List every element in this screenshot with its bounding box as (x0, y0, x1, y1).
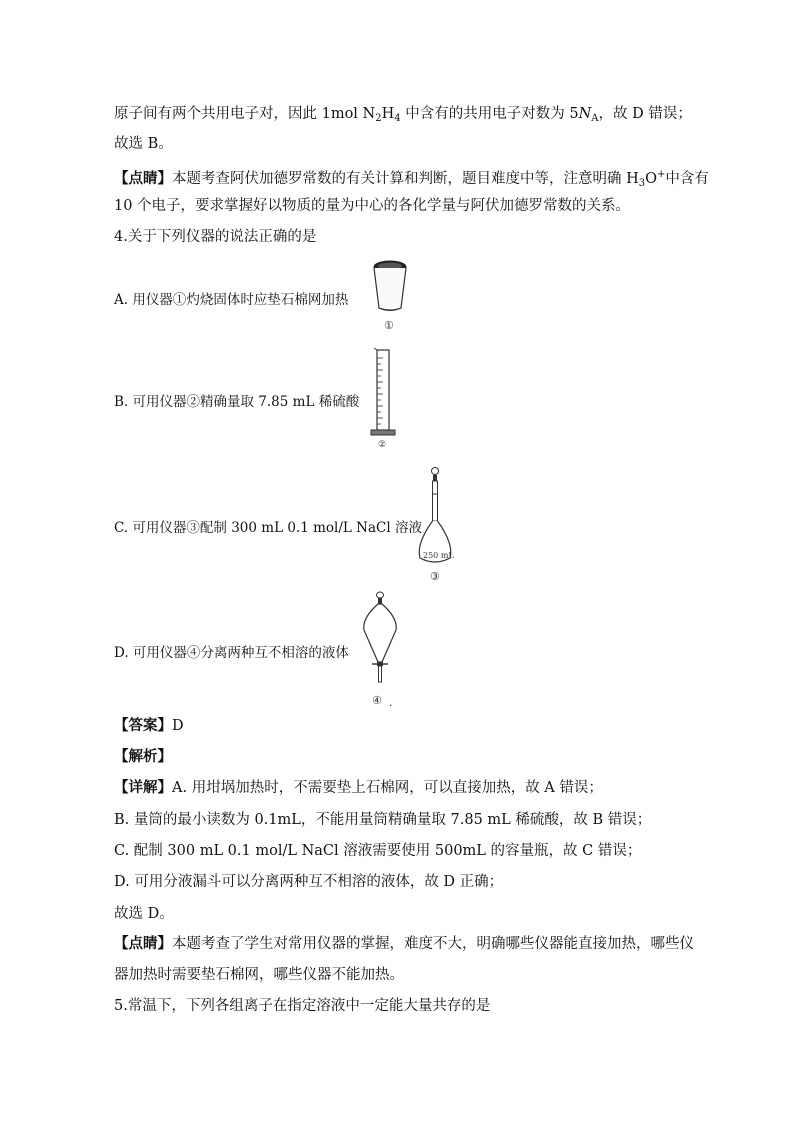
crucible-figure (368, 258, 412, 316)
detail-line-d: D. 可用分液漏斗可以分离两种互不相溶的液体，故 D 正确； (114, 874, 504, 890)
figure-label-2: ② (378, 440, 387, 450)
text-line-1: 原子间有两个共用电子对，因此 1mol $N_2H_4$ 中含有的共用电子对数为 $5N_A$，故 D 错误； (114, 106, 692, 124)
figure-label-1: ① (384, 319, 394, 332)
question-5-title: 5.常温下，下列各组离子在指定溶液中一定能大量共存的是 (114, 998, 491, 1014)
detail-line-conclusion: 故选 D。 (114, 906, 174, 922)
separatory-funnel-figure (360, 590, 400, 686)
note-line-2: 10 个电子，要求掌握好以物质的量为中心的各化学量与阿伏加德罗常数的关系。 (114, 198, 631, 214)
figure-label-3: ③ (430, 570, 440, 583)
flask-volume-label: 250 mL (423, 551, 454, 560)
option-c: C. 可用仪器③配制 300 mL 0.1 mol/L NaCl 溶液 (114, 520, 422, 536)
detail-line-c: C. 配制 300 mL 0.1 mol/L NaCl 溶液需要使用 500mL 的容量瓶，故 C 错误； (114, 843, 642, 859)
question-4-title: 4.关于下列仪器的说法正确的是 (114, 229, 317, 245)
graduated-cylinder-figure (368, 346, 398, 440)
detail-line-b: B. 量筒的最小读数为 0.1mL，不能用量筒精确量取 7.85 mL 稀硫酸，故 B 错误； (114, 812, 652, 828)
text-line-2: 故选 B。 (114, 136, 173, 152)
note-2-line-2: 器加热时需要垫石棉网，哪些仪器不能加热。 (114, 967, 404, 983)
option-d: D. 可用仪器④分离两种互不相溶的液体 (114, 645, 349, 661)
option-a: A. 用仪器①灼烧固体时应垫石棉网加热 (114, 292, 349, 308)
option-b: B. 可用仪器②精确量取 7.85 mL 稀硫酸 (114, 394, 360, 410)
analysis-heading: 【解析】 (114, 748, 172, 765)
figure-label-4: ④ (372, 694, 382, 707)
detail-line-a: 【详解】A. 用坩埚加热时，不需要垫上石棉网，可以直接加热，故 A 错误； (114, 779, 603, 796)
answer-line: 【答案】D (114, 717, 184, 734)
note-line-1: 【点睛】本题考查阿伏加德罗常数的有关计算和判断，题目难度中等，注意明确 $H_3O^+$中含有 (114, 169, 709, 189)
note-2-line-1: 【点睛】本题考查了学生对常用仪器的掌握，难度不大，明确哪些仪器能直接加热，哪些仪 (114, 935, 694, 952)
figure-period: . (389, 696, 393, 709)
